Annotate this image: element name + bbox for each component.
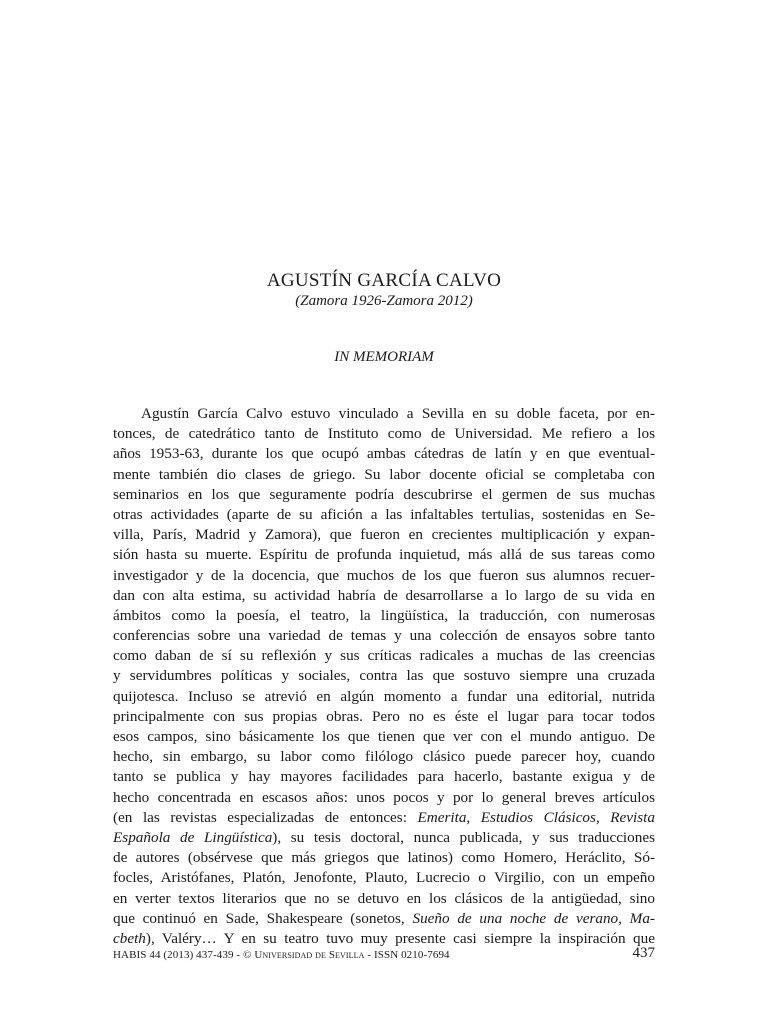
body-paragraph	[113, 404, 655, 949]
journal-title-italic: Española de Lingüística	[113, 828, 273, 846]
body-line: tanto se publica y hay mayores facilidades para hacerlo, bastante exigua y de	[113, 768, 655, 786]
footer-issn: - ISSN 0210-7694	[364, 949, 450, 961]
body-line: sión hasta su muerte. Espíritu de profunda inquietud, más allá de sus tareas como	[113, 546, 655, 564]
body-line: seminarios en los que seguramente podría descubrirse el germen de sus muchas	[113, 485, 655, 503]
body-line: ámbitos como la poesía, el teatro, la lingüística, la traducción, con numerosas	[113, 606, 655, 624]
body-line: en verter textos literarios que no se detuvo en los clásicos de la antigüedad, sino	[113, 889, 655, 907]
footer-journal: HABIS 44 (2013) 437-439 - ©	[113, 949, 255, 961]
page-number: 437	[632, 945, 655, 961]
body-line: tonces, de catedrático tanto de Instituto como de Universidad. Me refiero a los	[113, 425, 655, 443]
body-line: mente también dio clases de griego. Su labor docente oficial se completaba con	[113, 465, 655, 483]
body-line	[113, 828, 655, 848]
footer-publisher: Universidad de Sevilla	[254, 949, 365, 961]
footer-citation	[113, 949, 450, 961]
body-line: villa, París, Madrid y Zamora), que fueron en crecientes multiplicación y expan-	[113, 526, 655, 544]
body-line	[113, 808, 655, 828]
article-subtitle: (Zamora 1926-Zamora 2012)	[295, 293, 473, 309]
body-text-segment: ), su tesis doctoral, nunca publicada, y sus traducciones	[272, 828, 655, 846]
work-title-italic: cbeth	[113, 929, 146, 947]
body-line	[113, 929, 655, 949]
work-title-italic: Sueño de una noche de verano, Ma-	[412, 909, 655, 927]
body-text-segment: (en las revistas especializadas de entonces:	[113, 808, 418, 826]
body-line: focles, Aristófanes, Platón, Jenofonte, Plauto, Lucrecio o Virgilio, con un empeño	[113, 869, 655, 887]
body-line: dan con alta estima, su actividad habría de desarrollarse a lo largo de su vida en	[113, 586, 655, 604]
article-title: AGUSTÍN GARCÍA CALVO	[266, 270, 502, 291]
body-line: esos campos, sino básicamente los que tienen que ver con el mundo antiguo. De	[113, 728, 655, 745]
body-line: otras actividades (aparte de su afición a las infaltables tertulias, sostenidas en Se-	[113, 505, 655, 523]
body-line: quijotesca. Incluso se atrevió en algún momento a fundar una editorial, nutrida	[113, 687, 655, 705]
body-line: principalmente con sus propias obras. Pero no es éste el lugar para tocar todos	[113, 707, 655, 725]
journal-titles-italic: Emerita, Estudios Clásicos, Revista	[417, 808, 655, 826]
body-line: hecho concentrada en escasos años: unos pocos y por lo general breves artículos	[113, 788, 655, 806]
body-line: y servidumbres políticas y sociales, contra las que sostuvo siempre una cruzada	[113, 667, 655, 685]
body-line: de autores (obsérvese que más griegos que latinos) como Homero, Heráclito, Só-	[113, 849, 655, 867]
body-line: años 1953-63, durante los que ocupó ambas cátedras de latín y en que eventual-	[113, 445, 655, 463]
section-heading: IN MEMORIAM	[334, 349, 434, 365]
body-line: hecho, sin embargo, su labor como filólogo clásico puede parecer hoy, cuando	[113, 748, 655, 766]
body-line: como daban de sí su reflexión y sus críticas radicales a muchas de las creencias	[113, 647, 655, 665]
body-line	[113, 909, 655, 929]
body-text-segment: ), Valéry… Y en su teatro tuvo muy presente casi siempre la inspiración que	[145, 929, 655, 947]
body-line: investigador y de la docencia, que muchos de los que fueron sus alumnos recuer-	[113, 566, 655, 584]
body-text-segment: que continuó en Sade, Shakespeare (sonetos,	[113, 909, 413, 927]
body-line: Agustín García Calvo estuvo vinculado a Sevilla en su doble faceta, por en-	[141, 405, 655, 422]
body-line: conferencias sobre una variedad de temas y una colección de ensayos sobre tanto	[113, 627, 655, 645]
